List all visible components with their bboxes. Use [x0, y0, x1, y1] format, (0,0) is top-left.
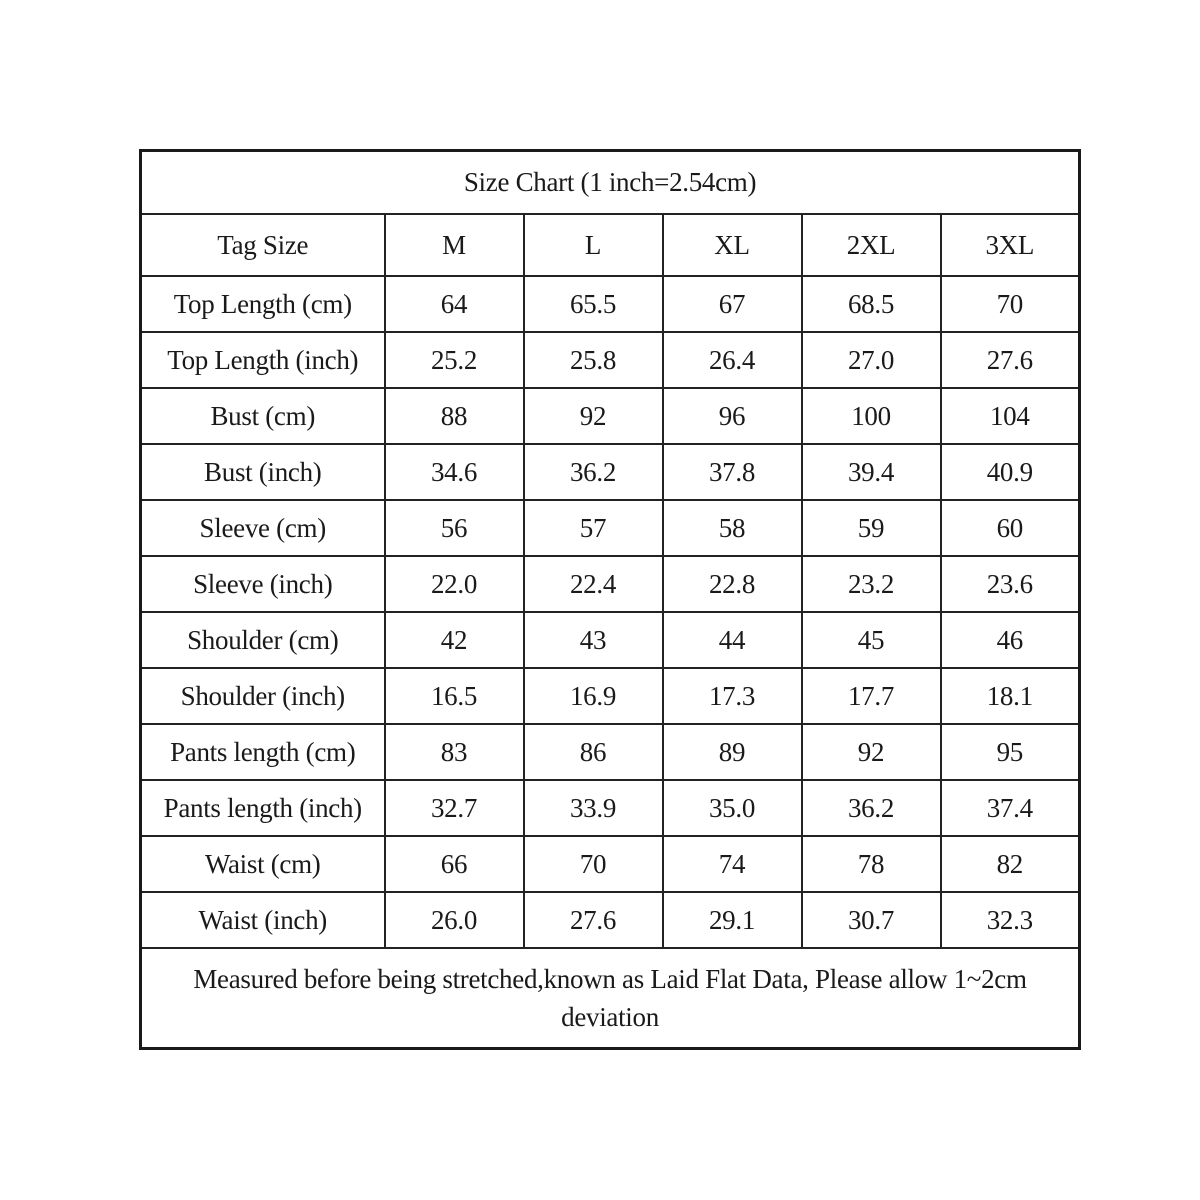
- cell-value: 64: [385, 276, 524, 332]
- cell-value: 44: [663, 612, 802, 668]
- cell-value: 22.0: [385, 556, 524, 612]
- size-header-m: M: [385, 214, 524, 276]
- tag-size-label: Tag Size: [141, 214, 385, 276]
- cell-value: 23.2: [802, 556, 941, 612]
- cell-value: 36.2: [802, 780, 941, 836]
- row-label: Pants length (cm): [141, 724, 385, 780]
- row-label: Waist (cm): [141, 836, 385, 892]
- table-row: [141, 276, 1080, 332]
- cell-value: 56: [385, 500, 524, 556]
- cell-value: 70: [941, 276, 1080, 332]
- row-label: Bust (inch): [141, 444, 385, 500]
- header-row: [141, 214, 1080, 276]
- size-chart: [139, 149, 1079, 1050]
- cell-value: 25.2: [385, 332, 524, 388]
- cell-value: 35.0: [663, 780, 802, 836]
- cell-value: 37.8: [663, 444, 802, 500]
- cell-value: 16.5: [385, 668, 524, 724]
- cell-value: 22.4: [524, 556, 663, 612]
- table-row: [141, 332, 1080, 388]
- size-header-l: L: [524, 214, 663, 276]
- cell-value: 27.6: [941, 332, 1080, 388]
- cell-value: 36.2: [524, 444, 663, 500]
- row-label: Shoulder (inch): [141, 668, 385, 724]
- cell-value: 18.1: [941, 668, 1080, 724]
- cell-value: 65.5: [524, 276, 663, 332]
- table-row: [141, 724, 1080, 780]
- cell-value: 104: [941, 388, 1080, 444]
- row-label: Top Length (inch): [141, 332, 385, 388]
- cell-value: 23.6: [941, 556, 1080, 612]
- cell-value: 95: [941, 724, 1080, 780]
- table-row: [141, 556, 1080, 612]
- table-row: [141, 444, 1080, 500]
- title-row: [141, 151, 1080, 215]
- size-header-3xl: 3XL: [941, 214, 1080, 276]
- cell-value: 83: [385, 724, 524, 780]
- table-row: [141, 892, 1080, 948]
- cell-value: 37.4: [941, 780, 1080, 836]
- cell-value: 46: [941, 612, 1080, 668]
- cell-value: 29.1: [663, 892, 802, 948]
- cell-value: 92: [524, 388, 663, 444]
- cell-value: 42: [385, 612, 524, 668]
- cell-value: 82: [941, 836, 1080, 892]
- size-header-xl: XL: [663, 214, 802, 276]
- row-label: Top Length (cm): [141, 276, 385, 332]
- cell-value: 67: [663, 276, 802, 332]
- size-chart-table: [139, 149, 1081, 1050]
- table-row: [141, 612, 1080, 668]
- cell-value: 68.5: [802, 276, 941, 332]
- cell-value: 86: [524, 724, 663, 780]
- cell-value: 40.9: [941, 444, 1080, 500]
- table-row: [141, 388, 1080, 444]
- cell-value: 59: [802, 500, 941, 556]
- row-label: Shoulder (cm): [141, 612, 385, 668]
- table-row: [141, 500, 1080, 556]
- cell-value: 32.3: [941, 892, 1080, 948]
- cell-value: 58: [663, 500, 802, 556]
- chart-title: Size Chart (1 inch=2.54cm): [141, 151, 1080, 215]
- cell-value: 96: [663, 388, 802, 444]
- row-label: Bust (cm): [141, 388, 385, 444]
- cell-value: 27.6: [524, 892, 663, 948]
- cell-value: 45: [802, 612, 941, 668]
- cell-value: 43: [524, 612, 663, 668]
- cell-value: 16.9: [524, 668, 663, 724]
- cell-value: 88: [385, 388, 524, 444]
- cell-value: 70: [524, 836, 663, 892]
- row-label: Sleeve (inch): [141, 556, 385, 612]
- cell-value: 26.0: [385, 892, 524, 948]
- cell-value: 26.4: [663, 332, 802, 388]
- cell-value: 27.0: [802, 332, 941, 388]
- cell-value: 17.7: [802, 668, 941, 724]
- cell-value: 34.6: [385, 444, 524, 500]
- cell-value: 32.7: [385, 780, 524, 836]
- cell-value: 66: [385, 836, 524, 892]
- size-header-2xl: 2XL: [802, 214, 941, 276]
- cell-value: 60: [941, 500, 1080, 556]
- cell-value: 92: [802, 724, 941, 780]
- cell-value: 78: [802, 836, 941, 892]
- row-label: Pants length (inch): [141, 780, 385, 836]
- table-row: [141, 836, 1080, 892]
- cell-value: 22.8: [663, 556, 802, 612]
- cell-value: 17.3: [663, 668, 802, 724]
- table-row: [141, 668, 1080, 724]
- cell-value: 89: [663, 724, 802, 780]
- row-label: Waist (inch): [141, 892, 385, 948]
- cell-value: 100: [802, 388, 941, 444]
- cell-value: 57: [524, 500, 663, 556]
- table-row: [141, 780, 1080, 836]
- note-row: [141, 948, 1080, 1049]
- cell-value: 33.9: [524, 780, 663, 836]
- cell-value: 74: [663, 836, 802, 892]
- cell-value: 25.8: [524, 332, 663, 388]
- measurement-note: Measured before being stretched,known as Laid Flat Data, Please allow 1~2cm deviation: [141, 948, 1080, 1049]
- cell-value: 39.4: [802, 444, 941, 500]
- row-label: Sleeve (cm): [141, 500, 385, 556]
- cell-value: 30.7: [802, 892, 941, 948]
